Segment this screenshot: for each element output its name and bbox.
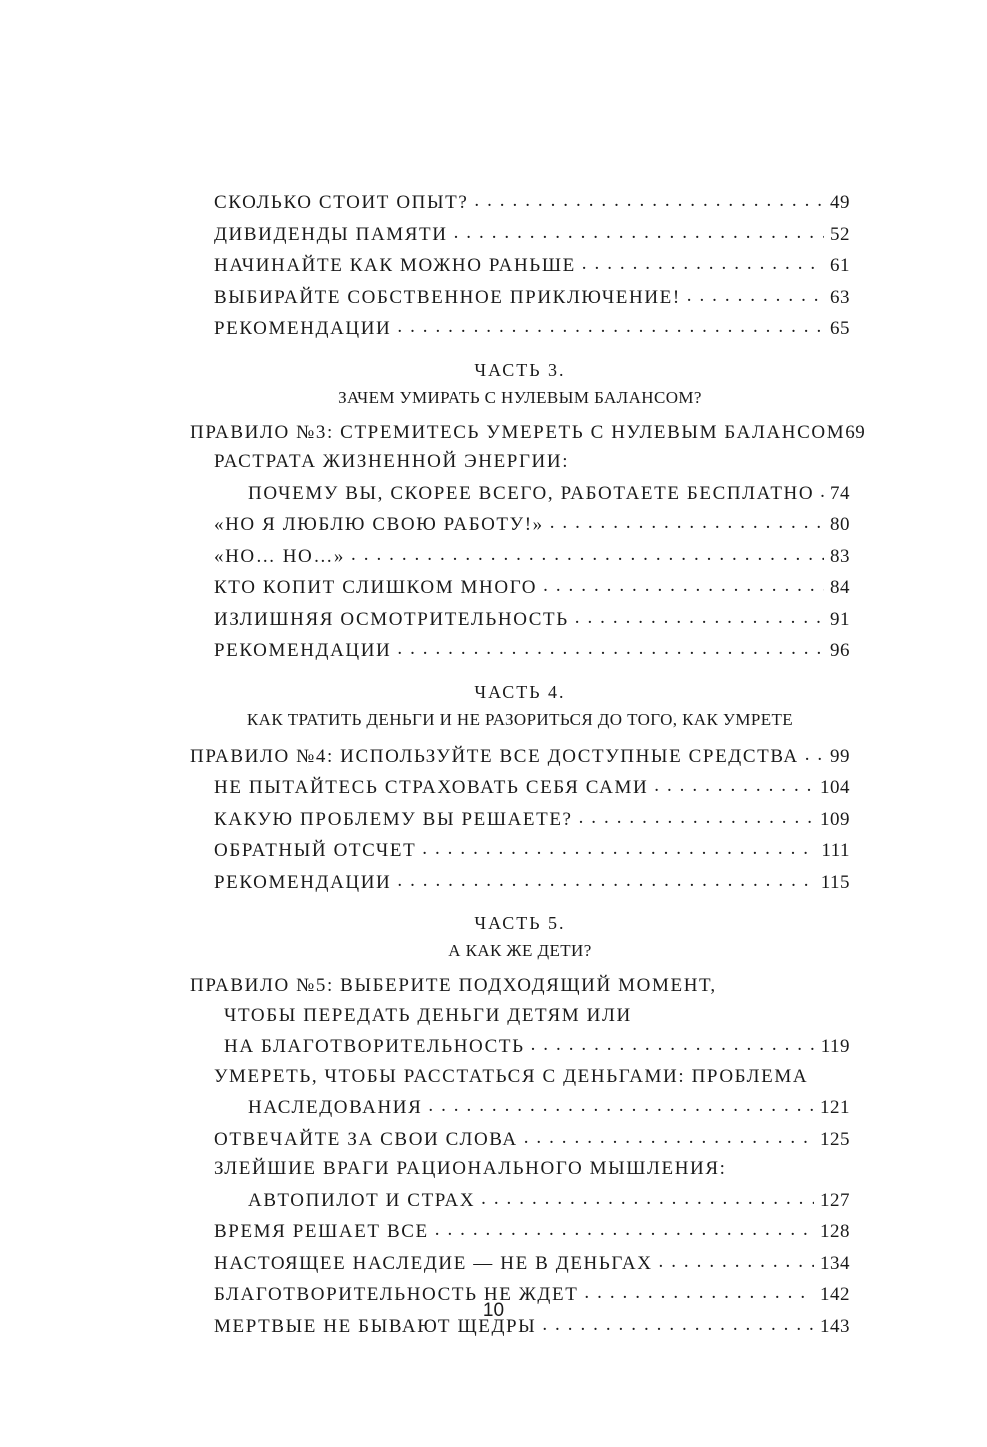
- toc-entry-page: 80: [830, 514, 850, 535]
- toc-entry: [190, 1215, 850, 1247]
- dot-leader: [474, 186, 824, 208]
- toc-entry: [190, 1123, 850, 1155]
- toc-entry: [190, 281, 850, 313]
- toc-entry-page: 128: [820, 1221, 850, 1242]
- toc-entry-page: 52: [830, 223, 850, 245]
- toc-entry-title: БЛАГОТВОРИТЕЛЬНОСТЬ НЕ ЖДЕТ: [214, 1284, 579, 1305]
- toc-entry-title: ИЗЛИШНЯЯ ОСМОТРИТЕЛЬНОСТЬ: [214, 608, 569, 630]
- dot-leader: [397, 634, 824, 656]
- toc-entry-page: 143: [820, 1315, 850, 1337]
- toc-entry: [190, 186, 850, 218]
- toc-entry-page: 119: [820, 1036, 850, 1057]
- toc-entry-page: 99: [830, 745, 850, 767]
- toc-entry-title: РЕКОМЕНДАЦИИ: [214, 318, 392, 339]
- toc-entry: [190, 1154, 850, 1215]
- toc-entry-page: 121: [820, 1097, 850, 1118]
- toc-entry: [190, 312, 850, 344]
- toc-entry-title: ДИВИДЕНДЫ ПАМЯТИ: [214, 223, 448, 245]
- toc-entry-page: 74: [830, 482, 850, 504]
- toc-entry-title: НЕ ПЫТАЙТЕСЬ СТРАХОВАТЬ СЕБЯ САМИ: [214, 777, 649, 798]
- toc-entry-page: 104: [820, 777, 850, 798]
- toc-entry-page: 96: [830, 640, 850, 661]
- toc-entry-page: 109: [820, 808, 850, 830]
- toc-entry-page: 91: [830, 608, 850, 630]
- dot-leader: [582, 249, 824, 271]
- toc-entry-title: ЗЛЕЙШИЕ ВРАГИ РАЦИОНАЛЬНОГО МЫШЛЕНИЯ:: [214, 1158, 727, 1179]
- toc-entry: [190, 1062, 850, 1123]
- dot-leader: [435, 1215, 814, 1237]
- toc-entry-title: НАСТОЯЩЕЕ НАСЛЕДИЕ — НЕ В ДЕНЬГАХ: [214, 1252, 653, 1274]
- toc-entry: [190, 771, 850, 803]
- toc-entry-title: «НО Я ЛЮБЛЮ СВОЮ РАБОТУ!»: [214, 514, 544, 535]
- toc-entry-page: 84: [830, 577, 850, 598]
- dot-leader: [351, 540, 824, 562]
- toc-entry: [190, 249, 850, 281]
- dot-leader: [531, 1030, 815, 1052]
- part-heading: [190, 356, 850, 412]
- toc-entry: [190, 834, 850, 866]
- part-heading: [190, 909, 850, 965]
- dot-leader: [805, 740, 824, 762]
- toc-entry-page: 111: [821, 840, 850, 861]
- dot-leader: [397, 312, 824, 334]
- page-number: 10: [482, 1300, 505, 1321]
- toc-entry-title: «НО… НО…»: [214, 545, 346, 567]
- dot-leader: [820, 477, 824, 499]
- toc-entry-title: КТО КОПИТ СЛИШКОМ МНОГО: [214, 577, 538, 598]
- toc-entry-page: 125: [820, 1128, 850, 1150]
- toc-entry-title: РЕКОМЕНДАЦИИ: [214, 871, 392, 893]
- toc-entry: [190, 447, 850, 508]
- toc-entry-continuation: НАСЛЕДОВАНИЯ: [248, 1097, 423, 1118]
- dot-leader: [397, 866, 814, 888]
- part-number: ЧАСТЬ 4.: [474, 681, 566, 702]
- rule-entry: [190, 740, 850, 772]
- dot-leader: [454, 218, 824, 240]
- toc-entry-page: 127: [820, 1189, 850, 1211]
- toc-entry-page: 65: [830, 318, 850, 339]
- toc-entry: [190, 1247, 850, 1279]
- toc-entry: [190, 218, 850, 250]
- dot-leader: [428, 1091, 814, 1113]
- dot-leader: [687, 281, 824, 303]
- toc-entry-page: 134: [820, 1252, 850, 1274]
- toc-entry-title: РАСТРАТА ЖИЗНЕННОЙ ЭНЕРГИИ:: [214, 451, 570, 472]
- toc-entry-title: ВРЕМЯ РЕШАЕТ ВСЕ: [214, 1221, 429, 1242]
- toc-entry: [190, 634, 850, 666]
- toc-entry: [190, 571, 850, 603]
- rule-entry: [190, 418, 866, 448]
- dot-leader: [575, 603, 824, 625]
- toc-entry-page: 83: [830, 545, 850, 567]
- part-title: КАК ТРАТИТЬ ДЕНЬГИ И НЕ РАЗОРИТЬСЯ ДО ТОГО, КАК УМРЕТЕ: [246, 709, 794, 729]
- toc-entry-title: МЕРТВЫЕ НЕ БЫВАЮТ ЩЕДРЫ: [214, 1315, 537, 1337]
- dot-leader: [654, 771, 814, 793]
- toc-entry-title: ПРАВИЛО №4: ИСПОЛЬЗУЙТЕ ВСЕ ДОСТУПНЫЕ СРЕДСТВА: [190, 745, 799, 767]
- toc-entry: [190, 603, 850, 635]
- dot-leader: [584, 1278, 814, 1300]
- toc-entry-title: ВЫБИРАЙТЕ СОБСТВЕННОЕ ПРИКЛЮЧЕНИЕ!: [214, 286, 681, 308]
- toc-entry-page: 69: [845, 421, 866, 443]
- rule-entry: [190, 971, 850, 1062]
- toc-entry-title: КАКУЮ ПРОБЛЕМУ ВЫ РЕШАЕТЕ?: [214, 808, 573, 830]
- toc-entry-page: 61: [830, 255, 850, 276]
- toc-entry-continuation: НА БЛАГОТВОРИТЕЛЬНОСТЬ: [224, 1036, 525, 1057]
- dot-leader: [579, 803, 814, 825]
- toc-entry-continuation: АВТОПИЛОТ И СТРАХ: [248, 1189, 476, 1211]
- toc-entry: [190, 508, 850, 540]
- toc-entry-page: 142: [820, 1284, 850, 1305]
- toc-entry: [190, 540, 850, 572]
- toc-entry-page: 63: [830, 286, 850, 308]
- toc-entry-title: ПРАВИЛО №5: ВЫБЕРИТЕ ПОДХОДЯЩИЙ МОМЕНТ,: [190, 975, 717, 996]
- toc-entry-title: ПРАВИЛО №3: СТРЕМИТЕСЬ УМЕРЕТЬ С НУЛЕВЫМ БАЛАНСОМ: [190, 421, 846, 443]
- toc-entry: [190, 866, 850, 898]
- part-number: ЧАСТЬ 3.: [474, 359, 566, 380]
- dot-leader: [659, 1247, 814, 1269]
- toc-entry-page: 49: [830, 192, 850, 213]
- toc-entry-title: УМЕРЕТЬ, ЧТОБЫ РАССТАТЬСЯ С ДЕНЬГАМИ: ПРОБЛЕМА: [214, 1065, 809, 1087]
- toc-entry-title: РЕКОМЕНДАЦИИ: [214, 640, 392, 661]
- toc-entry: [190, 803, 850, 835]
- toc-entry-continuation: ПОЧЕМУ ВЫ, СКОРЕЕ ВСЕГО, РАБОТАЕТЕ БЕСПЛАТНО: [248, 482, 815, 504]
- part-heading: [190, 678, 850, 734]
- part-title: А КАК ЖЕ ДЕТИ?: [448, 941, 592, 960]
- toc-entry-title: ОТВЕЧАЙТЕ ЗА СВОИ СЛОВА: [214, 1128, 518, 1150]
- table-of-contents: [190, 186, 866, 1341]
- toc-entry-title: ОБРАТНЫЙ ОТСЧЕТ: [214, 840, 417, 861]
- toc-entry-title: СКОЛЬКО СТОИТ ОПЫТ?: [214, 192, 469, 213]
- toc-entry-title: НАЧИНАЙТЕ КАК МОЖНО РАНЬШЕ: [214, 255, 576, 276]
- dot-leader: [543, 571, 824, 593]
- dot-leader: [422, 834, 815, 856]
- part-title: ЗАЧЕМ УМИРАТЬ С НУЛЕВЫМ БАЛАНСОМ?: [338, 387, 702, 407]
- toc-entry-continuation: ЧТОБЫ ПЕРЕДАТЬ ДЕНЬГИ ДЕТЯМ ИЛИ: [224, 1004, 632, 1026]
- dot-leader: [524, 1123, 814, 1145]
- dot-leader: [481, 1184, 814, 1206]
- dot-leader: [550, 508, 824, 530]
- toc-entry-page: 115: [820, 871, 850, 893]
- part-number: ЧАСТЬ 5.: [474, 913, 566, 933]
